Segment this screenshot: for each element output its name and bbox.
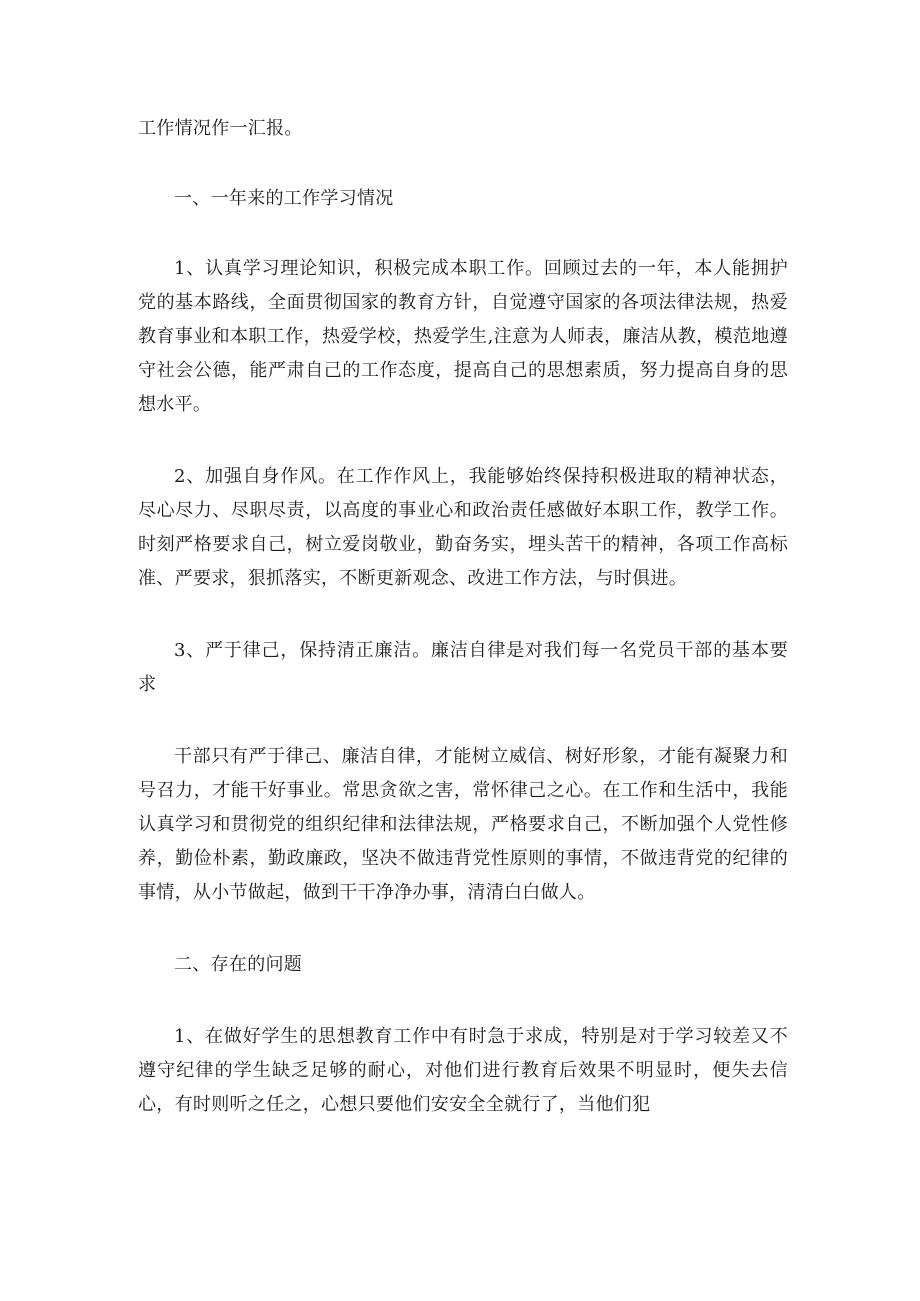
intro-tail-paragraph: 工作情况作一汇报。	[138, 118, 303, 139]
item-1-paragraph: 1、认真学习理论知识，积极完成本职工作。回顾过去的一年，本人能拥护党的基本路线，全面贯彻国家的教育方针，自觉遵守国家的各项法律法规，热爱教育事业和本职工作，热爱学校，热爱学生,注意为人师表，廉洁从教，模范地遵守社会公德，能严肃自己的工作态度，提高自己的思想素质，努力提高自身的思想水平。	[138, 258, 788, 415]
item-3-paragraph: 3、严于律己，保持清正廉洁。廉洁自律是对我们每一名党员干部的基本要求	[138, 640, 788, 695]
section-2-heading: 二、存在的问题	[174, 954, 303, 975]
problem-1-paragraph: 1、在做好学生的思想教育工作中有时急于求成，特别是对于学习较差又不遵守纪律的学生缺乏足够的耐心，对他们进行教育后效果不明显时，便失去信心，有时则听之任之，心想只要他们安安全全就行了，当他们犯	[138, 1026, 788, 1115]
item-2-paragraph: 2、加强自身作风。在工作作风上，我能够始终保持积极进取的精神状态，尽心尽力、尽职尽责，以高度的事业心和政治责任感做好本职工作，教学工作。时刻严格要求自己，树立爱岗敬业，勤奋务实，埋头苦干的精神，各项工作高标准、严要求，狠抓落实，不断更新观念、改进工作方法，与时俱进。	[138, 466, 788, 589]
section-1-heading: 一、一年来的工作学习情况	[174, 188, 394, 209]
document-body	[138, 112, 788, 1122]
item-3-continued-paragraph: 干部只有严于律己、廉洁自律，才能树立威信、树好形象，才能有凝聚力和号召力，才能干好事业。常思贪欲之害，常怀律己之心。在工作和生活中，我能认真学习和贯彻党的组织纪律和法律法规，严格要求自己，不断加强个人党性修养，勤俭朴素，勤政廉政，坚决不做违背党性原则的事情，不做违背党的纪律的事情，从小节做起，做到干干净净办事，清清白白做人。	[138, 746, 788, 903]
